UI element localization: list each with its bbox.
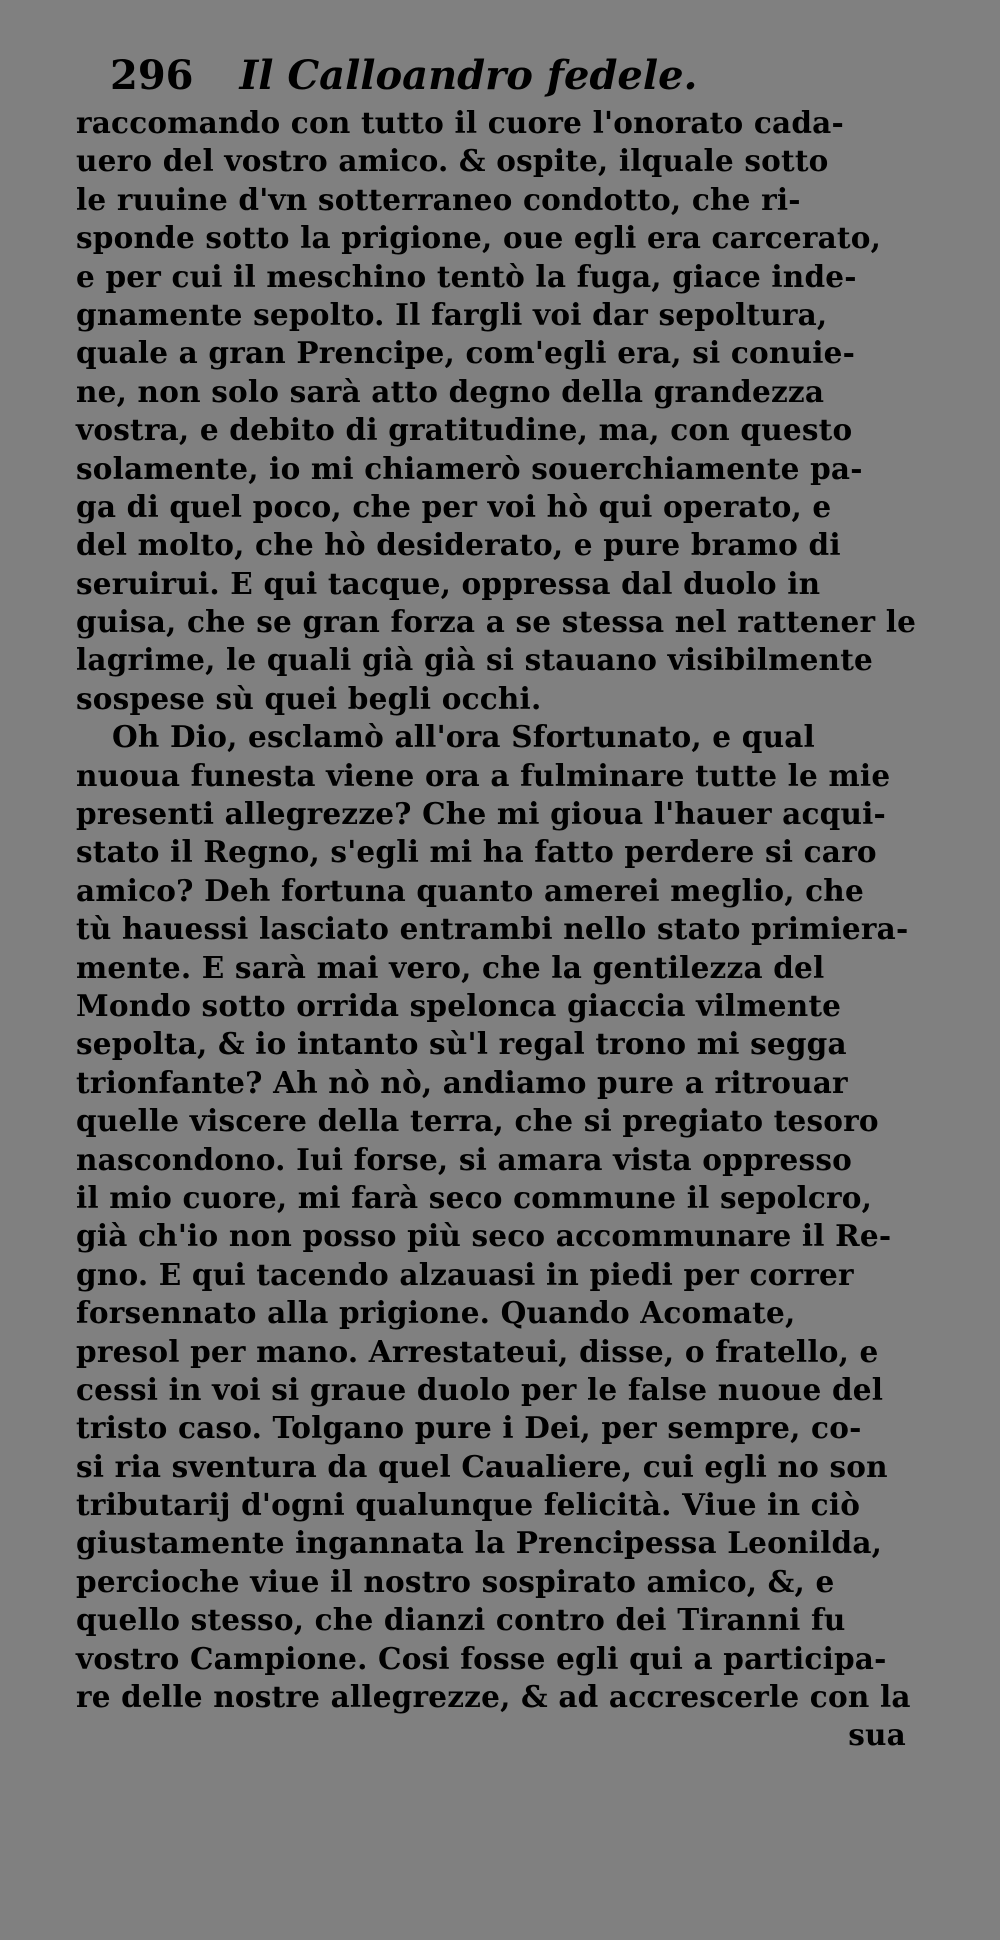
text-line: presenti allegrezze? Che mi gioua l'hauer acqui-: [76, 796, 886, 832]
text-line: vostro Campione. Cosi fosse egli qui a participa-: [76, 1640, 887, 1676]
text-line: nuoua funesta viene ora a fulminare tutte le mie: [76, 757, 891, 793]
text-line: re delle nostre allegrezze, & ad accrescerle con la: [76, 1679, 911, 1715]
text-line: raccomando con tutto il cuore l'onorato cada-: [76, 105, 844, 140]
text-line: sepolta, & io intanto sù'l regal trono mi segga: [76, 1026, 847, 1062]
text-line: ne, non solo sarà atto degno della grandezza: [76, 373, 825, 409]
text-line: vostra, e debito di gratitudine, ma, con questo: [76, 412, 853, 448]
text-line: percioche viue il nostro sospirato amico, &, e: [76, 1563, 835, 1599]
text-line: quale a gran Prencipe, com'egli era, si conuie-: [76, 335, 856, 371]
text-line: sua: [848, 1717, 906, 1753]
text-line: del molto, che hò desiderato, e pure bramo di: [76, 527, 841, 563]
text-line: amico? Deh fortuna quanto amerei meglio, che: [76, 872, 864, 908]
text-line: forsennato alla prigione. Quando Acomate,: [76, 1295, 796, 1331]
text-line: si ria sventura da quel Caualiere, cui egli no son: [76, 1448, 888, 1484]
text-line: Mondo sotto orrida spelonca giaccia vilmente: [76, 987, 842, 1023]
text-line: le ruuine d'vn sotterraneo condotto, che ri-: [76, 181, 801, 217]
text-line: giustamente ingannata la Prencipessa Leonilda,: [76, 1525, 883, 1561]
text-line: quello stesso, che dianzi contro dei Tiranni fu: [76, 1602, 846, 1638]
text-line: sponde sotto la prigione, oue egli era carcerato,: [76, 220, 882, 256]
text-line: nascondono. Iui forse, si amara vista oppresso: [76, 1141, 853, 1177]
text-line: mente. E sarà mai vero, che la gentilezza del: [76, 949, 825, 985]
text-line: ga di quel poco, che per voi hò qui operato, e: [76, 488, 832, 524]
text-line: solamente, io mi chiamerò souerchiamente pa-: [76, 450, 863, 486]
running-title: Il Calloandro fedele.: [239, 52, 698, 99]
text-line: guisa, che se gran forza a se stessa nel rattener le: [76, 604, 917, 640]
text-line: il mio cuore, mi farà seco commune il sepolcro,: [76, 1179, 873, 1215]
text-line: sospese sù quei begli occhi.: [76, 680, 542, 716]
body-text: [76, 104, 946, 1755]
text-line: lagrime, le quali già già si stauano visibilmente: [76, 642, 873, 678]
text-line: tù hauessi lasciato entrambi nello stato primiera-: [76, 911, 909, 947]
text-line: cessi in voi si graue duolo per le false nuoue del: [76, 1371, 884, 1407]
text-line: seruirui. E qui tacque, oppressa dal duolo in: [76, 565, 821, 601]
page-number: 296: [110, 52, 194, 99]
text-line: presol per mano. Arrestateui, disse, o fratello, e: [76, 1333, 879, 1369]
text-line: quelle viscere della terra, che si pregiato tesoro: [76, 1103, 879, 1139]
text-line: tristo caso. Tolgano pure i Dei, per sempre, co-: [76, 1410, 862, 1446]
text-line: stato il Regno, s'egli mi ha fatto perdere si caro: [76, 834, 877, 870]
text-line: gnamente sepolto. Il fargli voi dar sepoltura,: [76, 296, 828, 332]
page-header: [110, 52, 697, 99]
text-line: trionfante? Ah nò nò, andiamo pure a ritrouar: [76, 1064, 848, 1100]
text-line: gno. E qui tacendo alzauasi in piedi per correr: [76, 1256, 854, 1292]
text-line: e per cui il meschino tentò la fuga, giace inde-: [76, 258, 857, 294]
text-line: già ch'io non posso più seco accommunare il Re-: [76, 1218, 892, 1254]
text-line: uero del vostro amico. & ospite, ilquale sotto: [76, 143, 829, 179]
text-line: tributarij d'ogni qualunque felicità. Viue in ciò: [76, 1487, 861, 1523]
text-line: Oh Dio, esclamò all'ora Sfortunato, e qual: [112, 719, 815, 755]
